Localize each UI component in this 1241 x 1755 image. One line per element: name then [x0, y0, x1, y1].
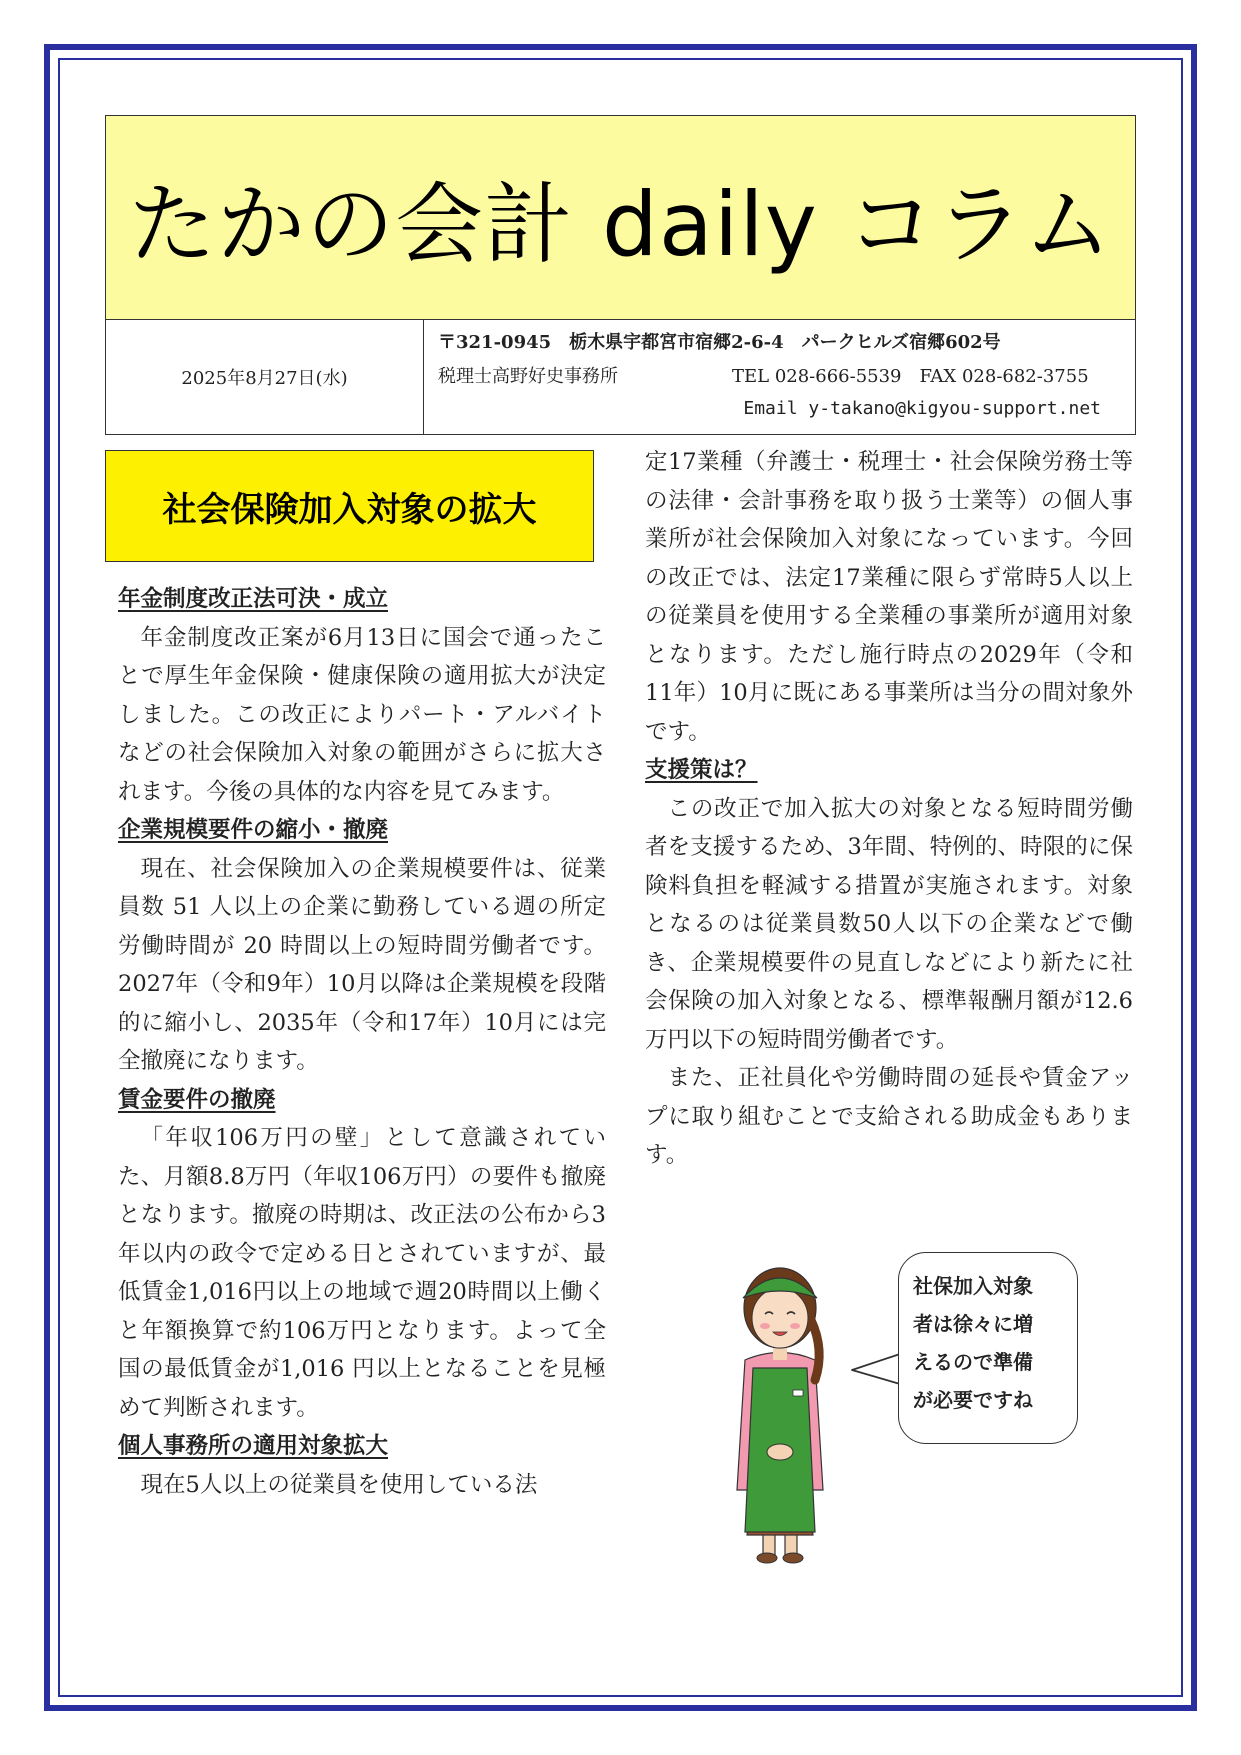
bubble-line: 者は徐々に増: [913, 1312, 1033, 1336]
section-heading: 賃金要件の撤廃: [118, 1086, 276, 1113]
bubble-line: 社保加入対象: [913, 1274, 1033, 1298]
info-row: [106, 320, 1135, 434]
staff-illustration: [715, 1240, 845, 1570]
issue-date: 2025年8月27日(水): [106, 320, 424, 434]
email-address: Email y-takano@kigyou-support.net: [743, 398, 1101, 419]
bubble-line: えるので準備: [913, 1350, 1033, 1374]
paragraph: 現在5人以上の従業員を使用している法: [140, 1471, 538, 1498]
article-headline: 社会保険加入対象の拡大: [105, 450, 594, 562]
paragraph: 定17業種（弁護士・税理士・社会保険労務士等の法律・会計事務を取り扱う士業等）の個人事業所が社会保険加入対象になっています。今回の改正では、法定17業種に限らず常時5人以上の従業員を使用する全業種の事業所が適用対象となります。ただし施行時点の2029年（令和11年）10月に既にある事業所は当分の間対象外です。: [645, 449, 1133, 745]
tel-fax: TEL 028-666-5539 FAX 028-682-3755: [732, 366, 1089, 387]
paragraph: 年金制度改正案が6月13日に国会で通ったことで厚生年金保険・健康保険の適用拡大が決定しました。この改正によりパート・アルバイトなどの社会保険加入対象の範囲がさらに拡大されます。今後の具体的な内容を見てみます。: [118, 624, 606, 805]
speech-bubble: [898, 1252, 1078, 1444]
section-heading: 年金制度改正法可決・成立: [118, 586, 389, 612]
title-box: [106, 116, 1135, 320]
section-heading: 企業規模要件の縮小・撤廃: [118, 817, 389, 843]
bubble-line: が必要ですね: [913, 1388, 1033, 1412]
section-heading: 支援策は？: [645, 757, 758, 783]
paragraph: 「年収106万円の壁」として意識されていた、月額8.8万円（年収106万円）の要件も撤廃となります。撤廃の時期は、改正法の公布から3年以内の政令で定める日とされていますが、最低賃金1,016円以上の地域で週20時間以上働くと年額換算で約106万円となります。よって全国の最低賃金が1,016 円以上となることを見極めて判断されます。: [118, 1125, 606, 1421]
right-column: [645, 443, 1133, 1175]
paragraph: また、正社員化や労働時間の延長や賃金アップに取り組むことで支給される助成金もあります。: [645, 1065, 1133, 1168]
section-heading: 個人事務所の適用対象拡大: [118, 1433, 389, 1459]
paragraph: この改正で加入拡大の対象となる短時間労働者を支援するため、3年間、特例的、時限的に保険料負担を軽減する措置が実施されます。対象となるのは従業員数50人以下の企業などで働き、企業規模要件の見直しなどにより新たに社会保険の加入対象となる、標準報酬月額が12.6万円以下の短時間労働者です。: [645, 795, 1133, 1053]
newsletter-title: たかの会計 daily コラム: [128, 172, 1113, 276]
masthead: [105, 115, 1136, 435]
office-name: 税理士高野好史事務所: [438, 366, 618, 387]
left-column: [118, 580, 606, 1504]
paragraph: 現在、社会保険加入の企業規模要件は、従業員数 51 人以上の企業に勤務している週の所定労働時間が 20 時間以上の短時間労働者です。2027年（令和9年）10月以降は企業規模を段階的に縮小し、2035年（令和17年）10月には完全撤廃になります。: [118, 855, 606, 1074]
postal-address: 〒321-0945 栃木県宇都宮市宿郷2-6-4 パークヒルズ宿郷602号: [438, 332, 1001, 353]
contact-block: [424, 320, 1135, 434]
